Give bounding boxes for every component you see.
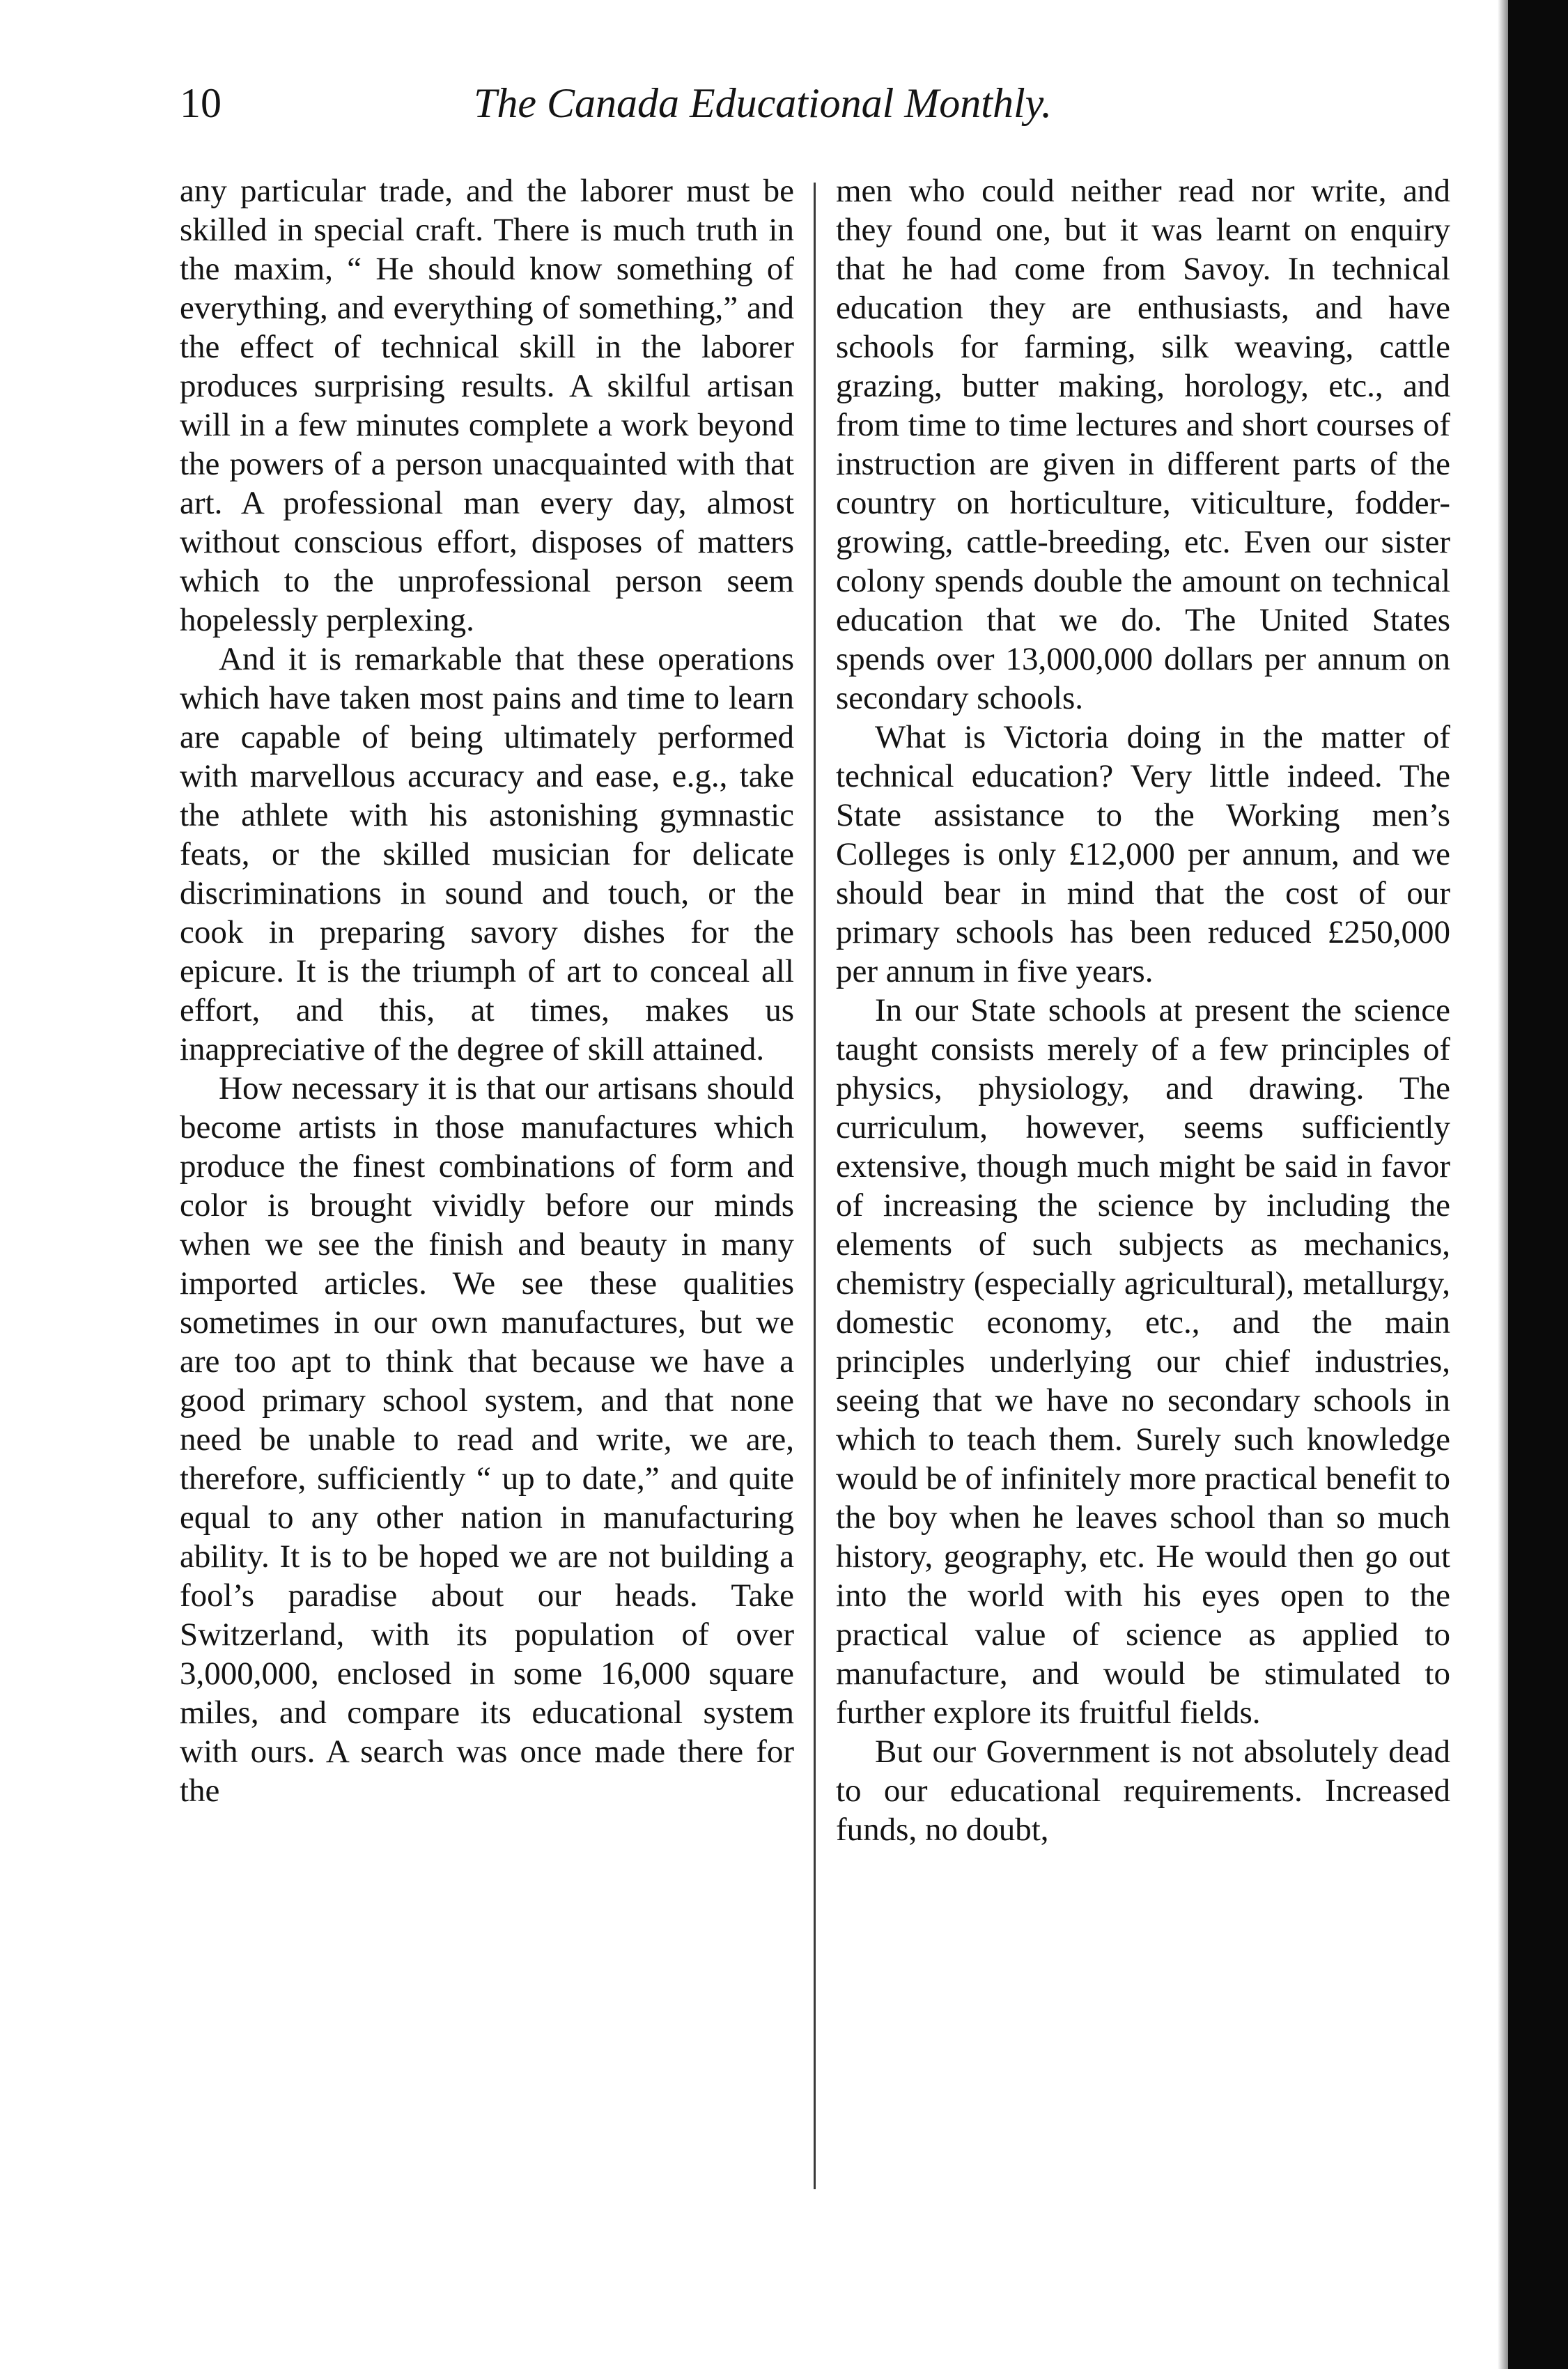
paragraph: How necessary it is that our artisans should become artists in those manufactures which produce the finest combinations of form and color is brought vividly before our minds when we see the finish and beauty in many imported articles. We see these qualities sometimes in our own manufactures, but we are too apt to think that because we have a good primary school system, and that none need be unable to read and write, we are, therefore, sufficiently “ up to date,” and quite equal to any other nation in manufacturing ability. It is to be hoped we are not building a fool’s paradise about our heads. Take Switzerland, with its population of over 3,000,000, enclosed in some 16,000 square miles, and compare its educational system with ours. A search was once made there for the <box>180 1070 794 1809</box>
scan-border <box>1508 0 1568 2369</box>
paragraph: any particular trade, and the laborer must be skilled in special craft. There is much truth in the maxim, “ He should know something of everything, and everything of something,” and the effect of technical skill in the laborer produces surprising results. A skilful artisan will in a few minutes complete a work beyond the powers of a person unacquainted with that art. A professional man every day, almost without conscious effort, disposes of matters which to the unprofessional person seem hopelessly perplexing. <box>180 173 794 638</box>
scan-shadow <box>1498 0 1508 2369</box>
page-number: 10 <box>180 80 222 126</box>
paragraph: In our State schools at present the science taught consists merely of a few principles of physics, physiology, and drawing. The curriculum, however, seems sufficiently extensive, though much might be said in favor of increasing the science by including the elements of such subjects as mechanics, chemistry (especially agricultural), metallurgy, domestic economy, etc., and the main principles underlying our chief industries, seeing that we have no secondary schools in which to teach them. Surely such knowledge would be of infinitely more practical benefit to the boy when he leaves school than so much history, geography, etc. He would then go out into the world with his eyes open to the practical value of science as applied to manufacture, and would be stimulated to further explore its fruitful fields. <box>836 992 1450 1731</box>
journal-title: The Canada Educational Monthly. <box>474 80 1052 126</box>
paragraph: But our Government is not absolutely dead to our educational requirements. Increased funds, no doubt, <box>836 1734 1450 1848</box>
right-column <box>836 171 1450 1849</box>
paragraph: men who could neither read nor write, and they found one, but it was learnt on enquiry that he had come from Savoy. In technical education they are enthusiasts, and have schools for farming, silk weaving, cattle grazing, butter making, horology, etc., and from time to time lectures and short courses of instruction are given in different parts of the country on horticulture, viticulture, fodder-growing, cattle-breeding, etc. Even our sister colony spends double the amount on technical education that we do. The United States spends over 13,000,000 dollars per annum on secondary schools. <box>836 173 1450 716</box>
column-divider <box>814 183 816 2189</box>
paragraph: What is Victoria doing in the matter of technical education? Very little indeed. The State assistance to the Working men’s Colleges is only £12,000 per annum, and we should bear in mind that the cost of our primary schools has been reduced £250,000 per annum in five years. <box>836 719 1450 989</box>
paragraph: And it is remarkable that these operations which have taken most pains and time to learn are capable of being ultimately performed with marvellous accuracy and ease, e.g., take the athlete with his astonishing gymnastic feats, or the skilled musician for delicate discriminations in sound and touch, or the cook in preparing savory dishes for the epicure. It is the triumph of art to conceal all effort, and this, at times, makes us inappreciative of the degree of skill attained. <box>180 641 794 1067</box>
left-column <box>180 171 794 1810</box>
